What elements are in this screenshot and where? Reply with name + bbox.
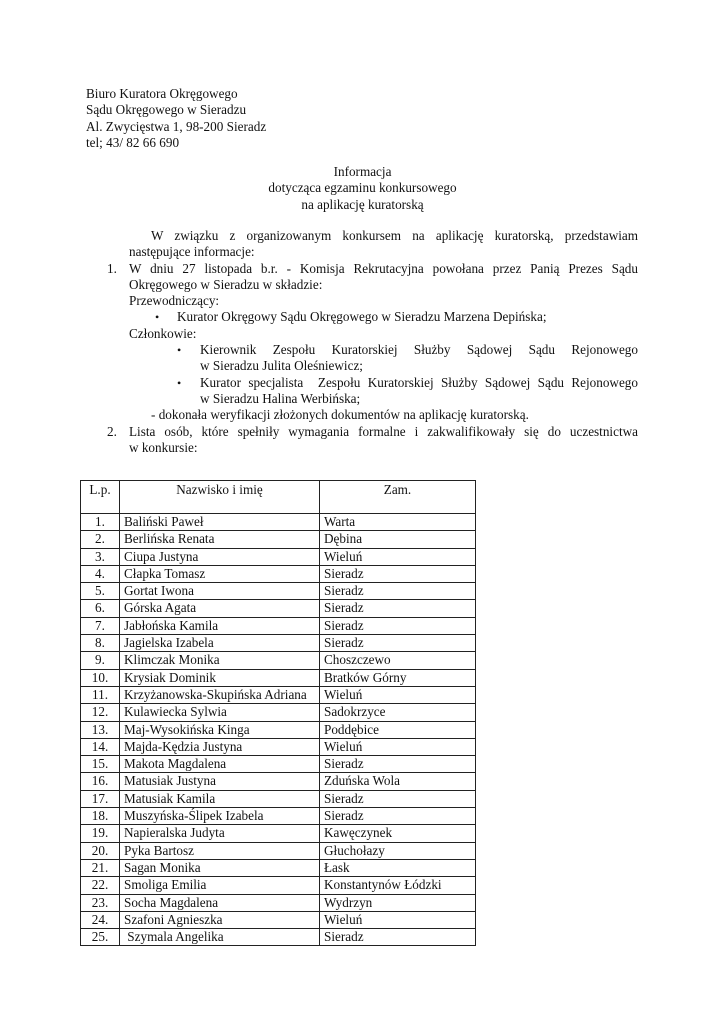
members-label: Członkowie:: [129, 325, 197, 341]
table-row: [81, 773, 476, 790]
cell-name: Pyka Bartosz: [120, 842, 320, 859]
cell-city: Dębina: [320, 531, 476, 548]
cell-city: Wieluń: [320, 686, 476, 703]
cell-name: Socha Magdalena: [120, 894, 320, 911]
cell-lp: 16.: [81, 773, 120, 790]
table-row: [81, 877, 476, 894]
cell-lp: 7.: [81, 617, 120, 634]
table-row: [81, 756, 476, 773]
bullet-icon: •: [177, 375, 182, 390]
cell-lp: 12.: [81, 704, 120, 721]
list-item-2: [107, 423, 638, 457]
cell-city: Sieradz: [320, 756, 476, 773]
cell-lp: 23.: [81, 894, 120, 911]
chair-label: Przewodniczący:: [129, 293, 220, 309]
cell-name: Majda-Kędzia Justyna: [120, 738, 320, 755]
cell-name: Szafoni Agnieszka: [120, 911, 320, 928]
cell-city: Sieradz: [320, 583, 476, 600]
cell-city: Sieradz: [320, 929, 476, 946]
office-name: Biuro Kuratora Okręgowego: [86, 86, 238, 101]
office-address-block: [86, 86, 266, 151]
table-row: [81, 565, 476, 582]
cell-lp: 1.: [81, 514, 120, 531]
cell-name: Klimczak Monika: [120, 652, 320, 669]
table-row: [81, 825, 476, 842]
cell-lp: 19.: [81, 825, 120, 842]
member-2-entry: [129, 375, 638, 391]
item-2-number: 2.: [107, 423, 117, 439]
cell-name: Górska Agata: [120, 600, 320, 617]
cell-name: Ciupa Justyna: [120, 548, 320, 565]
cell-name: Gortat Iwona: [120, 583, 320, 600]
cell-lp: 3.: [81, 548, 120, 565]
cell-lp: 14.: [81, 738, 120, 755]
phone-number: tel; 43/ 82 66 690: [86, 134, 180, 150]
cell-lp: 4.: [81, 565, 120, 582]
cell-name: Cłapka Tomasz: [120, 565, 320, 582]
item-2-line-1: Lista osób, które spełniły wymagania formalne i zakwalifikowały się do uczestnictwa: [129, 423, 638, 439]
column-header-name: Nazwisko i imię: [120, 481, 320, 514]
cell-city: Sieradz: [320, 790, 476, 807]
item-2-line-2: w konkursie:: [129, 439, 198, 455]
cell-city: Łask: [320, 859, 476, 876]
table-row: [81, 859, 476, 876]
cell-name: Berlińska Renata: [120, 531, 320, 548]
document-body: [107, 228, 638, 456]
member-1-line-1: Kierownik Zespołu Kuratorskiej Służby Sądowej Sądu Rejonowego: [200, 342, 638, 358]
table-row: [81, 929, 476, 946]
cell-city: Bratków Górny: [320, 669, 476, 686]
list-item-1: [107, 260, 638, 424]
table-row: [81, 704, 476, 721]
cell-city: Kawęczynek: [320, 825, 476, 842]
cell-lp: 21.: [81, 859, 120, 876]
table-row: [81, 600, 476, 617]
table-header-row: [81, 481, 476, 514]
cell-name: Makota Magdalena: [120, 756, 320, 773]
cell-name: Kulawiecka Sylwia: [120, 704, 320, 721]
table-row: [81, 514, 476, 531]
cell-lp: 25.: [81, 929, 120, 946]
item-1-line-2: Okręgowego w Sieradzu w składzie:: [129, 276, 323, 292]
cell-city: Wieluń: [320, 911, 476, 928]
document-title: [0, 164, 725, 213]
cell-city: Zduńska Wola: [320, 773, 476, 790]
bullet-icon: •: [155, 310, 160, 325]
chair-name: Kurator Okręgowy Sądu Okręgowego w Sieradzu Marzena Depińska;: [177, 309, 547, 325]
table-row: [81, 790, 476, 807]
cell-city: Sieradz: [320, 635, 476, 652]
cell-city: Sieradz: [320, 565, 476, 582]
cell-city: Głuchołazy: [320, 842, 476, 859]
cell-city: Poddębice: [320, 721, 476, 738]
cell-city: Sieradz: [320, 600, 476, 617]
member-2-line-1: Kurator specjalista Zespołu Kuratorskiej Służby Sądowej Sądu Rejonowego: [200, 374, 638, 390]
table-row: [81, 842, 476, 859]
cell-lp: 15.: [81, 756, 120, 773]
cell-name: Maj-Wysokińska Kinga: [120, 721, 320, 738]
item-1-number: 1.: [107, 260, 117, 276]
table-row: [81, 669, 476, 686]
title-line-1: Informacja: [333, 164, 392, 179]
table-row: [81, 808, 476, 825]
cell-city: Wydrzyn: [320, 894, 476, 911]
cell-name: Smoliga Emilia: [120, 877, 320, 894]
table-row: [81, 548, 476, 565]
cell-name: Muszyńska-Ślipek Izabela: [120, 808, 320, 825]
cell-lp: 11.: [81, 686, 120, 703]
cell-name: Matusiak Justyna: [120, 773, 320, 790]
street-address: Al. Zwycięstwa 1, 98-200 Sieradz: [86, 118, 267, 134]
table-row: [81, 721, 476, 738]
cell-city: Sieradz: [320, 808, 476, 825]
table-row: [81, 738, 476, 755]
column-header-city: Zam.: [320, 481, 476, 514]
court-name: Sądu Okręgowego w Sieradzu: [86, 102, 247, 118]
cell-city: Warta: [320, 514, 476, 531]
table-row: [81, 686, 476, 703]
cell-lp: 8.: [81, 635, 120, 652]
table-row: [81, 531, 476, 548]
cell-name: Napieralska Judyta: [120, 825, 320, 842]
cell-lp: 10.: [81, 669, 120, 686]
cell-name: Baliński Paweł: [120, 514, 320, 531]
cell-name: Jabłońska Kamila: [120, 617, 320, 634]
table-row: [81, 583, 476, 600]
cell-city: Sadokrzyce: [320, 704, 476, 721]
cell-name: Jagielska Izabela: [120, 635, 320, 652]
table-row: [81, 911, 476, 928]
cell-lp: 2.: [81, 531, 120, 548]
cell-lp: 17.: [81, 790, 120, 807]
cell-name: Sagan Monika: [120, 859, 320, 876]
cell-city: Konstantynów Łódzki: [320, 877, 476, 894]
cell-lp: 9.: [81, 652, 120, 669]
member-1-line-2: w Sieradzu Julita Oleśniewicz;: [200, 358, 363, 374]
cell-lp: 18.: [81, 808, 120, 825]
qualified-candidates-table: [80, 480, 476, 946]
column-header-lp: L.p.: [81, 481, 120, 514]
title-line-2: dotycząca egzaminu konkursowego: [268, 180, 457, 196]
intro-line-2: następujące informacje:: [129, 244, 255, 260]
cell-lp: 6.: [81, 600, 120, 617]
intro-line-1: W związku z organizowanym konkursem na aplikację kuratorską, przedstawiam: [151, 228, 638, 243]
cell-lp: 5.: [81, 583, 120, 600]
member-1-entry: [129, 342, 638, 358]
cell-lp: 24.: [81, 911, 120, 928]
cell-name: Matusiak Kamila: [120, 790, 320, 807]
cell-name: Krzyżanowska-Skupińska Adriana: [120, 686, 320, 703]
chair-entry: [129, 309, 638, 325]
cell-city: Wieluń: [320, 738, 476, 755]
member-2-line-2: w Sieradzu Halina Werbińska;: [200, 390, 361, 406]
item-1-line-1: W dniu 27 listopada b.r. - Komisja Rekrutacyjna powołana przez Panią Prezes Sądu: [129, 260, 638, 276]
cell-city: Sieradz: [320, 617, 476, 634]
cell-city: Choszczewo: [320, 652, 476, 669]
verification-note: - dokonała weryfikacji złożonych dokumentów na aplikację kuratorską.: [151, 407, 529, 423]
bullet-icon: •: [177, 343, 182, 358]
cell-name: Szymala Angelika: [120, 929, 320, 946]
cell-lp: 13.: [81, 721, 120, 738]
table-row: [81, 652, 476, 669]
table-row: [81, 635, 476, 652]
cell-lp: 20.: [81, 842, 120, 859]
table-row: [81, 894, 476, 911]
table-row: [81, 617, 476, 634]
cell-lp: 22.: [81, 877, 120, 894]
title-line-3: na aplikację kuratorską: [301, 196, 424, 212]
cell-city: Wieluń: [320, 548, 476, 565]
cell-name: Krysiak Dominik: [120, 669, 320, 686]
